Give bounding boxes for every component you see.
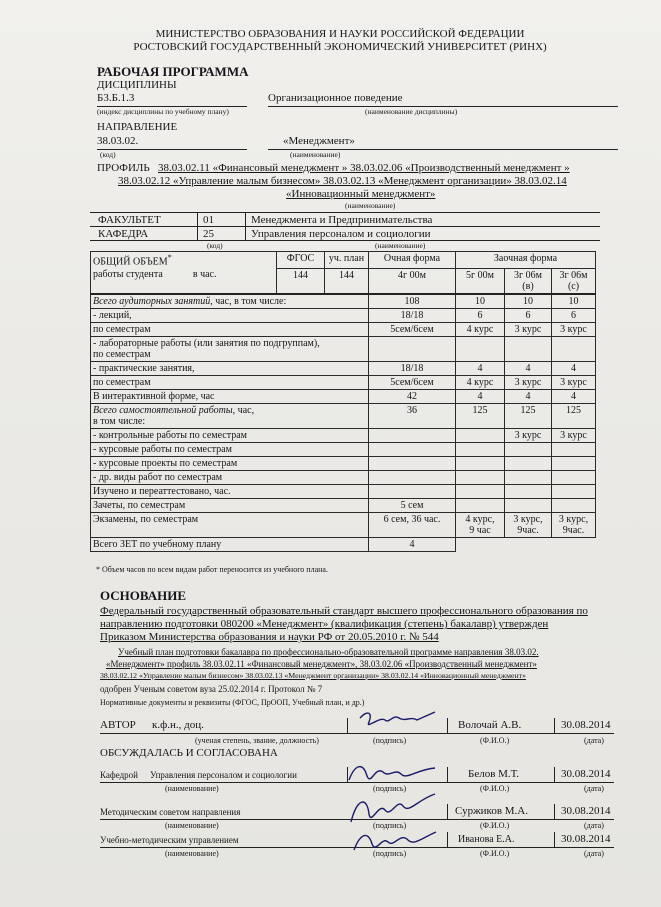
- profile-line-2: 38.03.02.12 «Управление малым бизнесом» 38.03.02.13 «Менеджмент организации» 38.03.02.14: [118, 175, 567, 187]
- profile-caption: (наименование): [345, 201, 396, 210]
- header-cell: Заочная форма: [456, 252, 596, 269]
- table-cell: 42: [369, 389, 456, 403]
- table-cell: 144: [325, 268, 369, 294]
- table-cell: 18/18: [369, 308, 456, 322]
- table-cell: 4: [505, 361, 552, 375]
- fgos-line-1: Федеральный государственный образовательный стандарт высшего профессионального образования по: [100, 605, 588, 617]
- table-cell: 4: [456, 361, 505, 375]
- table-cell: 3г 06м (с): [552, 268, 596, 294]
- row-label: Зачеты, по семестрам: [91, 498, 369, 512]
- row-label: Всего ЗЕТ по учебному плану: [91, 537, 369, 551]
- table-cell: [456, 470, 505, 484]
- row-label: В интерактивной форме, час: [91, 389, 369, 403]
- author-name: Волочай А.В.: [458, 719, 522, 731]
- table-cell: 36: [369, 403, 456, 428]
- date-caption: (дата): [584, 784, 604, 793]
- profile-line-1: 38.03.02.11 «Финансовый менеджмент » 38.03.02.06 «Производственный менеджмент »: [158, 162, 570, 174]
- department-code-caption: (код): [207, 241, 223, 250]
- table-cell: 3 курс: [552, 375, 596, 389]
- table-cell: [552, 498, 596, 512]
- table-cell: 4: [552, 389, 596, 403]
- author-date: 30.08.2014: [561, 719, 611, 731]
- table-cell: [456, 456, 505, 470]
- rule: [197, 212, 198, 240]
- table-cell: [369, 484, 456, 498]
- rule: [90, 226, 600, 227]
- basis-heading: ОСНОВАНИЕ: [100, 588, 187, 603]
- date-caption: (дата): [584, 736, 604, 745]
- council-label: Методическим советом направления: [100, 807, 241, 817]
- table-cell: 5 сем: [369, 498, 456, 512]
- umu-signature: [350, 821, 440, 858]
- table-cell: [369, 442, 456, 456]
- name-caption: (наименование): [165, 784, 219, 793]
- table-cell: 3 курс, 9час.: [552, 512, 596, 537]
- table-cell: 3г 06м (в): [505, 268, 552, 294]
- department-label: КАФЕДРА: [98, 228, 149, 240]
- table-cell: [456, 484, 505, 498]
- table-cell: 125: [456, 403, 505, 428]
- table-row: [91, 428, 596, 442]
- workload-table: [90, 251, 596, 552]
- direction-name: «Менеджмент»: [283, 135, 355, 147]
- table-cell: 3 курс: [552, 428, 596, 442]
- header-cell: Очная форма: [369, 252, 456, 269]
- table-cell: [552, 442, 596, 456]
- name-caption: (наименование): [165, 849, 219, 858]
- rule: [447, 832, 448, 847]
- dept-label: Кафедрой: [100, 770, 138, 780]
- fgos-line-2: направлению подготовки 080200 «Менеджмент» (квалификация (степень) бакалавр) утвержден: [100, 618, 549, 630]
- rule: [554, 767, 555, 782]
- table-cell: [505, 470, 552, 484]
- rule: [90, 212, 600, 213]
- table-row: [91, 442, 596, 456]
- table-cell: [456, 537, 505, 551]
- sign-caption: (подпись): [373, 849, 407, 858]
- profile-line-3: «Инновационный менеджмент»: [286, 188, 436, 200]
- row-label: - лабораторные работы (или занятия по подгруппам), по семестрам: [91, 336, 369, 361]
- dept-person: Белов М.Т.: [468, 768, 520, 780]
- department-code: 25: [203, 228, 214, 240]
- ministry-heading: МИНИСТЕРСТВО ОБРАЗОВАНИЯ И НАУКИ РОССИЙСКОЙ ФЕДЕРАЦИИ: [155, 28, 525, 40]
- header-cell: ОБЩИЙ ОБЪЕМ*: [91, 252, 277, 269]
- row-label: - др. виды работ по семестрам: [91, 470, 369, 484]
- department-name: Управления персоналом и социологии: [251, 228, 431, 240]
- direction-label: НАПРАВЛЕНИЕ: [97, 121, 178, 133]
- table-cell: [456, 442, 505, 456]
- table-cell: [369, 336, 456, 361]
- row-label: Экзамены, по семестрам: [91, 512, 369, 537]
- table-row: [91, 322, 596, 336]
- table-row: [91, 498, 596, 512]
- table-cell: 3 курс: [505, 375, 552, 389]
- table-cell: 6: [552, 308, 596, 322]
- rule: [245, 212, 246, 240]
- header-cell: работы студента в час.: [91, 268, 277, 294]
- table-cell: 4 курс, 9 час: [456, 512, 505, 537]
- table-cell: [552, 336, 596, 361]
- row-label: - практические занятия,: [91, 361, 369, 375]
- rule: [554, 804, 555, 819]
- table-cell: [369, 470, 456, 484]
- row-label: Изучено и переаттестовано, час.: [91, 484, 369, 498]
- table-cell: 4: [456, 389, 505, 403]
- dept-signature: [345, 758, 440, 790]
- sign-caption: (подпись): [373, 736, 407, 745]
- fio-caption: (Ф.И.О.): [480, 821, 510, 830]
- sign-caption: (подпись): [373, 821, 407, 830]
- row-label: - курсовые работы по семестрам: [91, 442, 369, 456]
- rule: [447, 718, 448, 733]
- table-cell: 4 курс: [456, 375, 505, 389]
- fgos-line-3: Приказом Министерства образования и науки РФ от 20.05.2010 г. № 544: [100, 631, 439, 643]
- table-cell: [505, 537, 552, 551]
- table-row: [91, 375, 596, 389]
- table-cell: 144: [277, 268, 325, 294]
- table-cell: 6: [456, 308, 505, 322]
- plan-line-2: «Менеджмент» профиль 38.03.02.11 «Финансовый менеджмент», 38.03.02.06 «Производственный менеджмент»: [106, 659, 537, 669]
- table-cell: 3 курс: [505, 322, 552, 336]
- table-cell: 4 курс: [456, 322, 505, 336]
- table-cell: 5г 00м: [456, 268, 505, 294]
- date-caption: (дата): [584, 821, 604, 830]
- plan-line-1: Учебный план подготовки бакалавра по профессионально-образовательной программе направления 38.03.02.: [118, 647, 539, 657]
- umu-label: Учебно-методическим управлением: [100, 835, 239, 845]
- dept-date: 30.08.2014: [561, 768, 611, 780]
- approved-heading: ОБСУЖДАЛАСЬ И СОГЛАСОВАНА: [100, 747, 278, 759]
- table-cell: 4: [369, 537, 456, 551]
- table-cell: 3 курс, 9час.: [505, 512, 552, 537]
- table-cell: [505, 484, 552, 498]
- index-caption: (индекс дисциплины по учебному плану): [97, 107, 229, 116]
- fio-caption: (Ф.И.О.): [480, 784, 510, 793]
- direction-name-caption: (наименование): [290, 150, 341, 159]
- table-cell: 5сем/6сем: [369, 375, 456, 389]
- rule: [97, 149, 247, 150]
- table-row: [91, 537, 596, 551]
- table-cell: 10: [505, 294, 552, 309]
- author-label: АВТОР: [100, 719, 136, 731]
- table-cell: 125: [552, 403, 596, 428]
- rule: [554, 832, 555, 847]
- table-cell: 4: [552, 361, 596, 375]
- rule: [447, 767, 448, 782]
- name-caption: (наименование дисциплины): [365, 107, 458, 116]
- table-row: [91, 361, 596, 375]
- program-title: РАБОЧАЯ ПРОГРАММА: [97, 64, 249, 79]
- header-cell: ФГОС: [277, 252, 325, 269]
- table-row: [91, 484, 596, 498]
- faculty-name: Менеджмента и Предпринимательства: [251, 214, 433, 226]
- row-label: по семестрам: [91, 322, 369, 336]
- table-cell: [456, 428, 505, 442]
- rule: [347, 718, 348, 733]
- table-cell: 10: [552, 294, 596, 309]
- table-cell: 10: [456, 294, 505, 309]
- table-row: [91, 456, 596, 470]
- row-label: по семестрам: [91, 375, 369, 389]
- rule: [447, 804, 448, 819]
- table-cell: 3 курс: [505, 428, 552, 442]
- direction-code: 38.03.02.: [97, 135, 139, 147]
- code-caption: (код): [100, 150, 116, 159]
- table-row: [91, 470, 596, 484]
- discipline-index: Б3.Б.1.3: [97, 92, 135, 104]
- plan-line-3: 38.03.02.12 «Управление малым бизнесом» 38.03.02.13 «Менеджмент организации» 38.03.02.14 «Инновационный менеджмент»: [100, 671, 526, 680]
- table-row: [91, 389, 596, 403]
- table-footnote: * Объем часов по всем видам работ переносится из учебного плана.: [96, 565, 328, 574]
- sign-caption: (подпись): [373, 784, 407, 793]
- table-cell: [505, 498, 552, 512]
- table-header-row: [91, 252, 596, 269]
- university-heading: РОСТОВСКИЙ ГОСУДАРСТВЕННЫЙ ЭКОНОМИЧЕСКИЙ УНИВЕРСИТЕТ (РИНХ): [133, 41, 547, 53]
- discipline-label: ДИСЦИПЛИНЫ: [97, 79, 177, 91]
- header-cell: уч. план: [325, 252, 369, 269]
- name-caption: (наименование): [165, 821, 219, 830]
- basis-caption: Нормативные документы и реквизиты (ФГОС, ПрООП, Учебный план, и др.): [100, 698, 365, 707]
- table-cell: 125: [505, 403, 552, 428]
- table-cell: [505, 336, 552, 361]
- fio-caption: (Ф.И.О.): [480, 736, 510, 745]
- table-cell: 3 курс: [552, 322, 596, 336]
- author-degree: к.ф.н., доц.: [152, 719, 204, 731]
- table-cell: [505, 442, 552, 456]
- table-header-row: [91, 268, 596, 294]
- discipline-name: Организационное поведение: [268, 92, 403, 104]
- row-label: - контрольные работы по семестрам: [91, 428, 369, 442]
- umu-person: Иванова Е.А.: [458, 834, 515, 845]
- row-label: - лекций,: [91, 308, 369, 322]
- faculty-label: ФАКУЛЬТЕТ: [98, 214, 161, 226]
- table-cell: 5сем/6сем: [369, 322, 456, 336]
- table-cell: [552, 484, 596, 498]
- department-name-caption: (наименование): [375, 241, 426, 250]
- row-label: - курсовые проекты по семестрам: [91, 456, 369, 470]
- rule: [554, 718, 555, 733]
- table-cell: [552, 470, 596, 484]
- faculty-code: 01: [203, 214, 214, 226]
- table-row: [91, 308, 596, 322]
- table-row: [91, 403, 596, 428]
- table-cell: 6 сем, 36 час.: [369, 512, 456, 537]
- table-row: [91, 294, 596, 309]
- table-cell: [505, 456, 552, 470]
- rule: [90, 240, 600, 241]
- table-cell: 6: [505, 308, 552, 322]
- table-cell: [456, 336, 505, 361]
- table-cell: [552, 537, 596, 551]
- profile-label: ПРОФИЛЬ: [97, 162, 150, 174]
- date-caption: (дата): [584, 849, 604, 858]
- table-cell: [369, 428, 456, 442]
- row-label: Всего самостоятельной работы, час, в том числе:: [91, 403, 369, 428]
- council-person: Суржиков М.А.: [455, 805, 529, 817]
- author-signature: [355, 708, 440, 738]
- table-cell: 18/18: [369, 361, 456, 375]
- table-cell: [552, 456, 596, 470]
- table-row: [91, 336, 596, 361]
- table-cell: 4: [505, 389, 552, 403]
- umu-date: 30.08.2014: [561, 833, 611, 845]
- fio-caption: (Ф.И.О.): [480, 849, 510, 858]
- council-date: 30.08.2014: [561, 805, 611, 817]
- dept-name: Управления персоналом и социологии: [150, 770, 297, 780]
- degree-caption: (ученая степень, звание, должность): [195, 736, 319, 745]
- table-cell: [456, 498, 505, 512]
- plan-line-4: одобрен Ученым советом вуза 25.02.2014 г. Протокол № 7: [100, 684, 323, 694]
- table-cell: [369, 456, 456, 470]
- row-label: Всего аудиторных занятий, час, в том числе:: [91, 294, 369, 309]
- table-cell: 4г 00м: [369, 268, 456, 294]
- table-cell: 108: [369, 294, 456, 309]
- table-row: [91, 512, 596, 537]
